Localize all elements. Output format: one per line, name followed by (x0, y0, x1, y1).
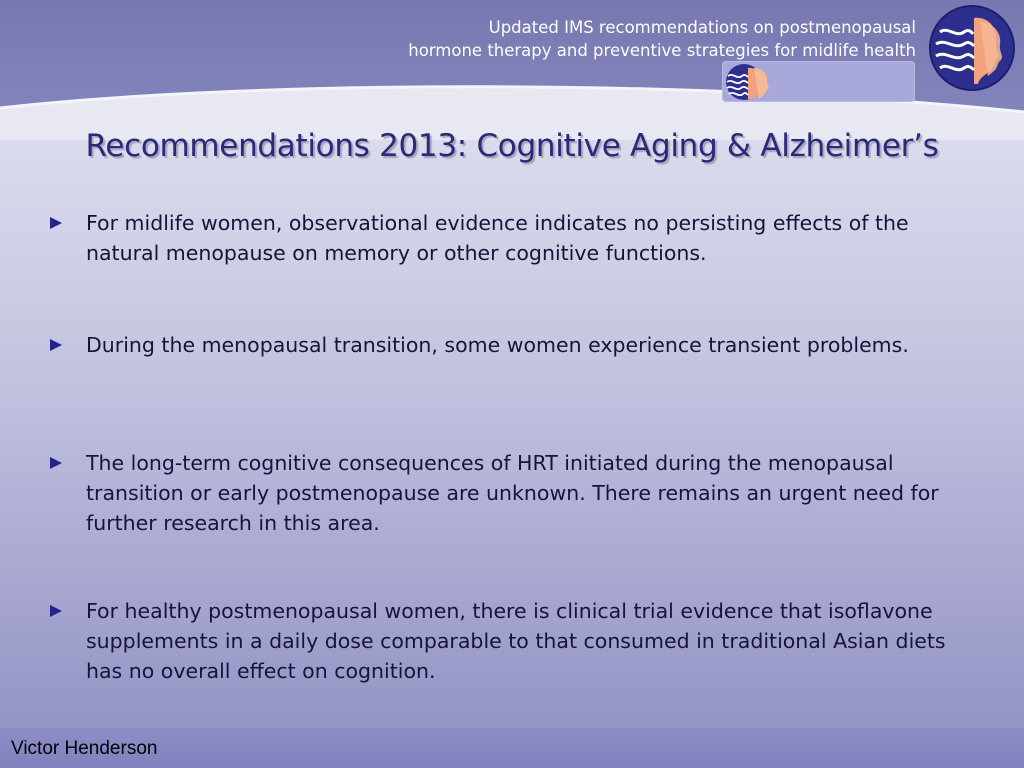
triangle-right-icon (50, 339, 62, 351)
bullet-text: The long-term cognitive consequences of HRT initiated during the menopausal transition or early postmenopause are unknown. There remains an urgent need for further research in this area. (86, 451, 939, 535)
triangle-right-icon (50, 605, 62, 617)
ims-logo-icon (928, 4, 1016, 92)
footer-author: Victor Henderson (11, 738, 158, 759)
ims-small-logo-icon (724, 62, 782, 102)
header-title-line2: hormone therapy and preventive strategies for midlife health (408, 41, 916, 60)
bullet-text: For healthy postmenopausal women, there is clinical trial evidence that isoflavone supplements in a daily dose comparable to that consumed in traditional Asian diets has no overall effect on cognition. (86, 599, 946, 683)
triangle-right-icon (50, 217, 62, 229)
slide-title: Recommendations 2013: Cognitive Aging & Alzheimer’s (85, 128, 939, 164)
bullet-text: For midlife women, observational evidence indicates no persisting effects of the natural menopause on memory or other cognitive functions. (86, 211, 909, 265)
header-title-line1: Updated IMS recommendations on postmenopausal (488, 18, 916, 37)
header-title (396, 16, 916, 62)
bullet-text: During the menopausal transition, some women experience transient problems. (86, 333, 909, 357)
triangle-right-icon (50, 457, 62, 469)
